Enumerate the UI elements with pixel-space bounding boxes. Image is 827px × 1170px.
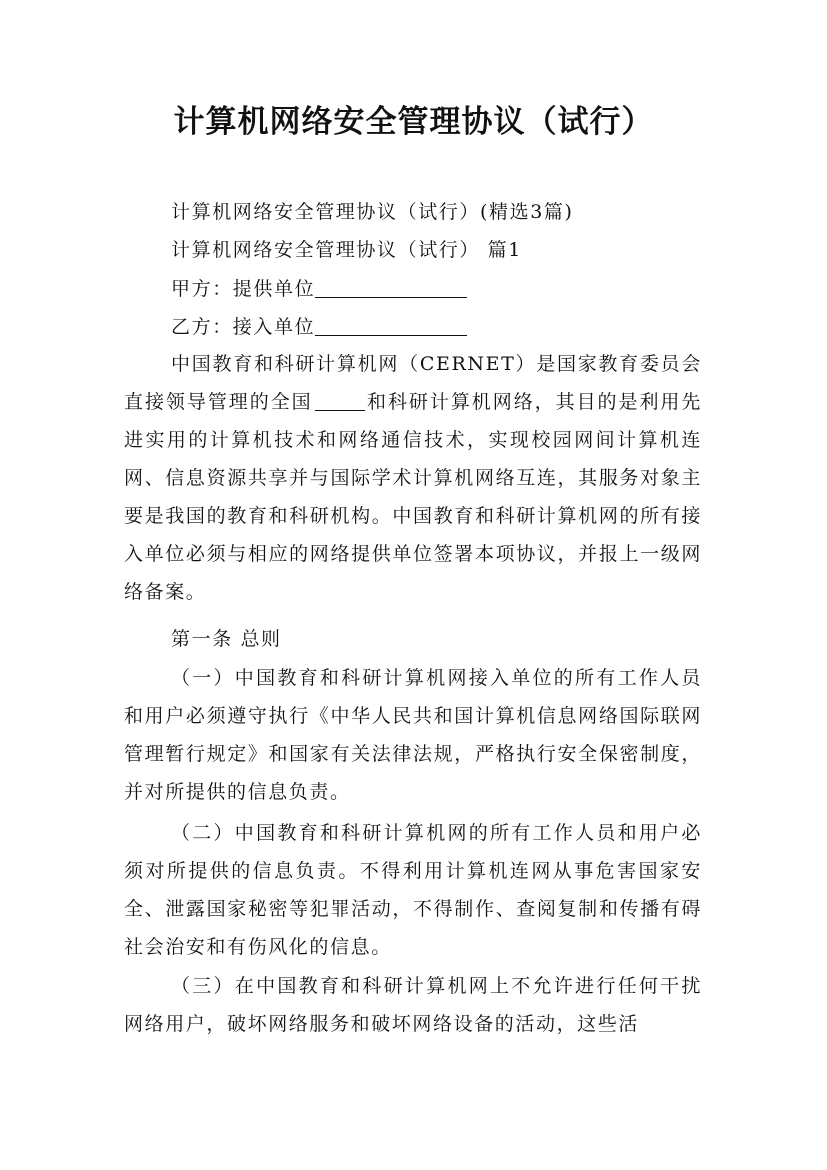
party-b-text	[124, 308, 702, 346]
party-a-label: 甲方：提供单位	[171, 278, 316, 300]
article-1-line	[124, 620, 702, 658]
document-title: 计算机网络安全管理协议（试行）	[173, 104, 654, 140]
clause-2-paragraph: （二）中国教育和科研计算机网的所有工作人员和用户必须对所提供的信息负责。不得利用计算机连网从事危害国家安全、泄露国家秘密等犯罪活动，不得制作、查阅复制和传播有碍社会治安和有伤风化的信息。	[124, 822, 702, 958]
party-a-text	[124, 270, 702, 308]
clause-3-paragraph: （三）在中国教育和科研计算机网上不允许进行任何干扰网络用户，破坏网络服务和破坏网络设备的活动，这些活	[124, 975, 702, 1035]
article-1-heading: 第一条 总则	[171, 628, 282, 650]
party-a-blank	[315, 277, 467, 298]
party-b-label: 乙方：接入单位	[171, 316, 316, 338]
party-a-line	[124, 270, 702, 308]
subtitle-line-text: 计算机网络安全管理协议（试行）(精选3篇)	[171, 201, 574, 223]
section-line-text: 计算机网络安全管理协议（试行） 篇1	[171, 239, 522, 261]
party-b-blank	[315, 315, 467, 336]
subtitle-line	[124, 193, 702, 231]
party-b-line	[124, 308, 702, 346]
intro-after-blank: 和科研计算机网络，其目的是利用先进实用的计算机技术和网络通信技术，实现校园网间计算机连网、信息资源共享并与国际学术计算机网络互连，其服务对象主要是我国的教育和科研机构。中国教育和科研计算机网的所有接入单位必须与相应的网络提供单位签署本项协议，并报上一级网络备案。	[124, 391, 702, 603]
intro-paragraph	[124, 345, 702, 611]
intro-blank	[315, 390, 365, 411]
section-line	[124, 231, 702, 269]
clause-1-paragraph: （一）中国教育和科研计算机网接入单位的所有工作人员和用户必须遵守执行《中华人民共和国计算机信息网络国际联网管理暂行规定》和国家有关法律法规，严格执行安全保密制度，并对所提供的信息负责。	[124, 667, 702, 803]
intro-before-blank: 中国教育和科研计算机网（CERNET）是国家教育委员会直接领导管理的全国	[124, 353, 702, 413]
